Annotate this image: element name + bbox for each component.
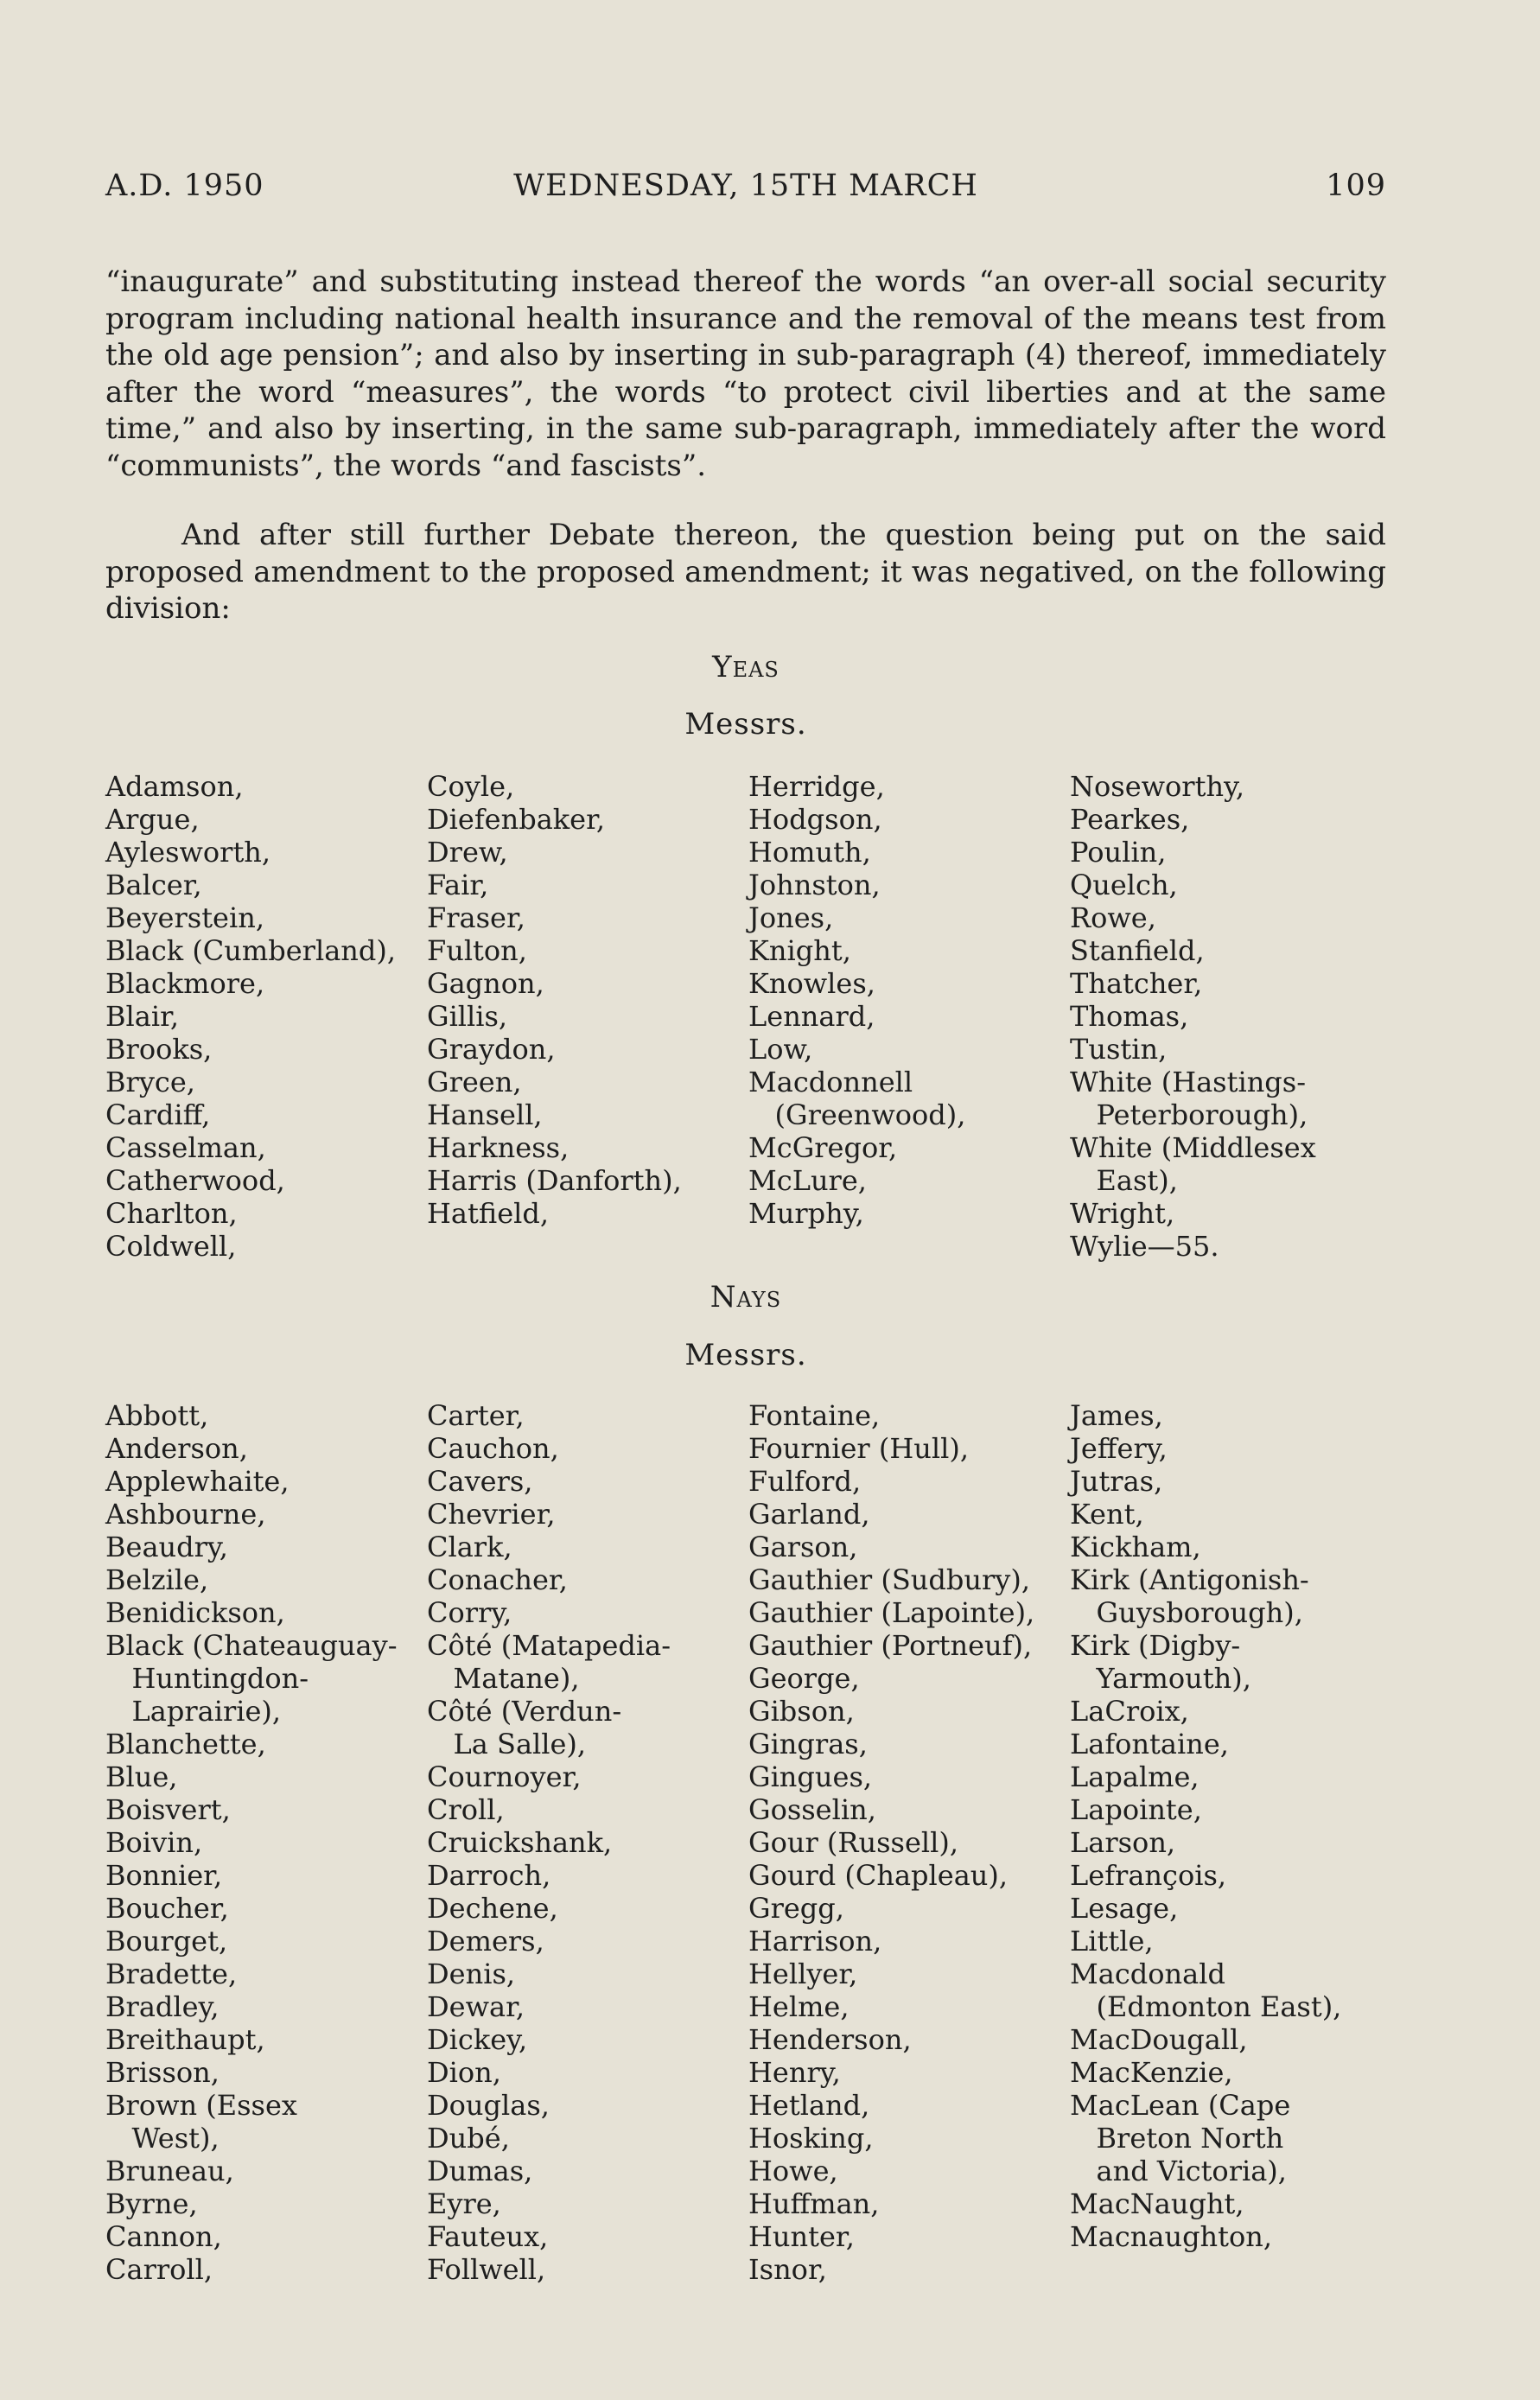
member-name: Catherwood, xyxy=(105,1164,285,1197)
yeas-column-2 xyxy=(427,770,748,1230)
continuation-paragraph: “inaugurate” and substituting instead thereof the words “an over-all social security program including national health insurance and the removal of the means test from the old age pension”; and also by inserting in sub-paragraph (4) thereof, immediately after the word “measures”, the words “to protect civil liberties and at the same time,” and also by inserting, in the same sub-paragraph, immediately after the word “communists”, the words “and fascists”. xyxy=(105,264,1386,483)
member-name: La Salle), xyxy=(427,1728,587,1760)
member-name: Adamson, xyxy=(105,770,244,803)
member-name: Gregg, xyxy=(748,1892,844,1925)
member-name: (Greenwood), xyxy=(748,1098,966,1131)
member-name: Larson, xyxy=(1070,1826,1176,1859)
member-name: Brisson, xyxy=(105,2056,220,2089)
member-name: Fulford, xyxy=(748,1465,862,1498)
member-name: Poulin, xyxy=(1070,836,1167,869)
member-name: Corry, xyxy=(427,1596,512,1629)
member-name: Bradette, xyxy=(105,1958,238,1990)
member-name: Brooks, xyxy=(105,1033,213,1066)
nays-column-3 xyxy=(748,1399,1070,2286)
member-name: Boivin, xyxy=(105,1826,203,1859)
member-name: Bonnier, xyxy=(105,1859,223,1892)
member-name: Denis, xyxy=(427,1958,516,1990)
member-name: Gibson, xyxy=(748,1695,855,1728)
member-name: Huntingdon- xyxy=(105,1662,309,1695)
member-name: Anderson, xyxy=(105,1432,248,1465)
member-name: George, xyxy=(748,1662,860,1695)
member-name: Rowe, xyxy=(1070,901,1156,934)
member-name: Guysborough), xyxy=(1070,1596,1303,1629)
member-name: Blackmore, xyxy=(105,967,265,1000)
page-number: 109 xyxy=(1326,169,1386,203)
member-name: Benidickson, xyxy=(105,1596,285,1629)
yeas-column-4 xyxy=(1070,770,1391,1263)
member-name: Lapalme, xyxy=(1070,1760,1200,1793)
member-name: Henderson, xyxy=(748,2023,912,2056)
member-name: Hatfield, xyxy=(427,1197,550,1230)
member-name: Hetland, xyxy=(748,2089,870,2122)
member-name: McLure, xyxy=(748,1164,867,1197)
member-name: Gourd (Chapleau), xyxy=(748,1859,1009,1892)
member-name: Black (Cumberland), xyxy=(105,934,397,967)
member-name: Belzile, xyxy=(105,1563,209,1596)
running-header xyxy=(105,169,1386,207)
header-date: WEDNESDAY, 15TH MARCH xyxy=(513,169,978,203)
member-name: Abbott, xyxy=(105,1399,209,1432)
member-name: James, xyxy=(1070,1399,1163,1432)
member-name: and Victoria), xyxy=(1070,2155,1287,2187)
member-name: Lafontaine, xyxy=(1070,1728,1229,1760)
member-name: Isnor, xyxy=(748,2253,827,2286)
member-name: Croll, xyxy=(427,1793,505,1826)
member-name: Harris (Danforth), xyxy=(427,1164,682,1197)
yeas-messrs: Messrs. xyxy=(684,707,807,742)
member-name: Laprairie), xyxy=(105,1695,282,1728)
member-name: Macnaughton, xyxy=(1070,2220,1273,2253)
nays-messrs: Messrs. xyxy=(684,1338,807,1372)
member-name: Kirk (Digby- xyxy=(1070,1629,1241,1662)
member-name: Balcer, xyxy=(105,869,202,901)
member-name: Ashbourne, xyxy=(105,1498,266,1531)
member-name: Harkness, xyxy=(427,1131,570,1164)
yeas-column-3 xyxy=(748,770,1070,1230)
member-name: Macdonald xyxy=(1070,1958,1225,1990)
member-name: Yarmouth), xyxy=(1070,1662,1251,1695)
member-name: Carter, xyxy=(427,1399,525,1432)
member-name: Gosselin, xyxy=(748,1793,876,1826)
member-name: Dickey, xyxy=(427,2023,528,2056)
member-name: MacDougall, xyxy=(1070,2023,1248,2056)
member-name: MacNaught, xyxy=(1070,2187,1244,2220)
member-name: Clark, xyxy=(427,1531,512,1563)
member-name: Applewhaite, xyxy=(105,1465,290,1498)
member-name: Bradley, xyxy=(105,1990,220,2023)
member-name: Gauthier (Portneuf), xyxy=(748,1629,1033,1662)
member-name: Douglas, xyxy=(427,2089,550,2122)
member-name: Fauteux, xyxy=(427,2220,549,2253)
member-name: Matane), xyxy=(427,1662,580,1695)
member-name: Howe, xyxy=(748,2155,838,2187)
member-name: Gingras, xyxy=(748,1728,868,1760)
member-name: Garland, xyxy=(748,1498,870,1531)
member-name: Lapointe, xyxy=(1070,1793,1202,1826)
member-name: Lesage, xyxy=(1070,1892,1179,1925)
member-name: Darroch, xyxy=(427,1859,551,1892)
member-name: Cruickshank, xyxy=(427,1826,613,1859)
member-name: Breithaupt, xyxy=(105,2023,265,2056)
member-name: Tustin, xyxy=(1070,1033,1168,1066)
division-intro-paragraph: And after still further Debate thereon, the question being put on the said proposed amendment to the proposed amendment; it was negatived, on the following division: xyxy=(105,518,1386,626)
member-name: Kirk (Antigonish- xyxy=(1070,1563,1309,1596)
member-name: Garson, xyxy=(748,1531,858,1563)
member-name: Aylesworth, xyxy=(105,836,271,869)
member-name: Johnston, xyxy=(748,869,881,901)
member-name: Wright, xyxy=(1070,1197,1175,1230)
member-name: Helme, xyxy=(748,1990,850,2023)
member-name: Brown (Essex xyxy=(105,2089,297,2122)
member-name: Follwell, xyxy=(427,2253,546,2286)
nays-column-1 xyxy=(105,1399,427,2286)
member-name: Lennard, xyxy=(748,1000,875,1033)
member-name: White (Hastings- xyxy=(1070,1066,1307,1098)
member-name: Côté (Matapedia- xyxy=(427,1629,671,1662)
member-name: Pearkes, xyxy=(1070,803,1190,836)
member-name: Bruneau, xyxy=(105,2155,234,2187)
member-name: Cauchon, xyxy=(427,1432,559,1465)
member-name: Cournoyer, xyxy=(427,1760,582,1793)
member-name: Jutras, xyxy=(1070,1465,1163,1498)
member-name: Wylie—55. xyxy=(1070,1230,1219,1263)
member-name: Thatcher, xyxy=(1070,967,1203,1000)
member-name: Cannon, xyxy=(105,2220,222,2253)
member-name: Lefrançois, xyxy=(1070,1859,1227,1892)
member-name: Cardiff, xyxy=(105,1098,211,1131)
member-name: Hodgson, xyxy=(748,803,882,836)
member-name: Blair, xyxy=(105,1000,180,1033)
member-name: Little, xyxy=(1070,1925,1154,1958)
member-name: Macdonnell xyxy=(748,1066,913,1098)
member-name: Gagnon, xyxy=(427,967,544,1000)
member-name: Henry, xyxy=(748,2056,841,2089)
member-name: Hunter, xyxy=(748,2220,855,2253)
member-name: Homuth, xyxy=(748,836,871,869)
member-name: Bourget, xyxy=(105,1925,228,1958)
member-name: Thomas, xyxy=(1070,1000,1189,1033)
member-name: (Edmonton East), xyxy=(1070,1990,1342,2023)
member-name: Kent, xyxy=(1070,1498,1144,1531)
member-name: Fournier (Hull), xyxy=(748,1432,969,1465)
member-name: Fulton, xyxy=(427,934,527,967)
member-name: Argue, xyxy=(105,803,200,836)
member-name: Gour (Russell), xyxy=(748,1826,958,1859)
member-name: Conacher, xyxy=(427,1563,568,1596)
member-name: Murphy, xyxy=(748,1197,864,1230)
member-name: Huffman, xyxy=(748,2187,880,2220)
member-name: White (Middlesex xyxy=(1070,1131,1316,1164)
member-name: Coldwell, xyxy=(105,1230,237,1263)
member-name: Fontaine, xyxy=(748,1399,881,1432)
member-name: Kickham, xyxy=(1070,1531,1201,1563)
member-name: Jones, xyxy=(748,901,834,934)
member-name: Peterborough), xyxy=(1070,1098,1308,1131)
member-name: MacLean (Cape xyxy=(1070,2089,1291,2122)
member-name: Gauthier (Sudbury), xyxy=(748,1563,1030,1596)
member-name: Diefenbaker, xyxy=(427,803,606,836)
member-name: Jeffery, xyxy=(1070,1432,1168,1465)
member-name: Boucher, xyxy=(105,1892,229,1925)
member-name: MacKenzie, xyxy=(1070,2056,1233,2089)
member-name: Beaudry, xyxy=(105,1531,228,1563)
member-name: McGregor, xyxy=(748,1131,898,1164)
member-name: Blue, xyxy=(105,1760,178,1793)
member-name: Gingues, xyxy=(748,1760,873,1793)
member-name: Bryce, xyxy=(105,1066,195,1098)
member-name: Carroll, xyxy=(105,2253,213,2286)
member-name: Boisvert, xyxy=(105,1793,231,1826)
member-name: Harrison, xyxy=(748,1925,882,1958)
member-name: Fair, xyxy=(427,869,489,901)
member-name: East), xyxy=(1070,1164,1178,1197)
nays-column-4 xyxy=(1070,1399,1391,2253)
member-name: Dubé, xyxy=(427,2122,510,2155)
member-name: Charlton, xyxy=(105,1197,238,1230)
member-name: Blanchette, xyxy=(105,1728,266,1760)
member-name: Fraser, xyxy=(427,901,525,934)
header-year: A.D. 1950 xyxy=(105,169,264,203)
member-name: Breton North xyxy=(1070,2122,1284,2155)
member-name: Dion, xyxy=(427,2056,501,2089)
member-name: Cavers, xyxy=(427,1465,533,1498)
nays-column-2 xyxy=(427,1399,748,2286)
member-name: LaCroix, xyxy=(1070,1695,1189,1728)
member-name: West), xyxy=(105,2122,220,2155)
member-name: Graydon, xyxy=(427,1033,556,1066)
member-name: Noseworthy, xyxy=(1070,770,1245,803)
member-name: Black (Chateauguay- xyxy=(105,1629,398,1662)
member-name: Gillis, xyxy=(427,1000,508,1033)
member-name: Dechene, xyxy=(427,1892,558,1925)
yeas-heading: Yeas xyxy=(712,650,780,684)
member-name: Low, xyxy=(748,1033,813,1066)
member-name: Stanfield, xyxy=(1070,934,1205,967)
member-name: Drew, xyxy=(427,836,508,869)
member-name: Dewar, xyxy=(427,1990,525,2023)
member-name: Green, xyxy=(427,1066,522,1098)
member-name: Côté (Verdun- xyxy=(427,1695,622,1728)
member-name: Knowles, xyxy=(748,967,875,1000)
member-name: Hellyer, xyxy=(748,1958,858,1990)
member-name: Demers, xyxy=(427,1925,544,1958)
member-name: Chevrier, xyxy=(427,1498,556,1531)
member-name: Quelch, xyxy=(1070,869,1178,901)
member-name: Byrne, xyxy=(105,2187,198,2220)
member-name: Beyerstein, xyxy=(105,901,264,934)
member-name: Dumas, xyxy=(427,2155,533,2187)
yeas-column-1 xyxy=(105,770,427,1263)
member-name: Herridge, xyxy=(748,770,885,803)
member-name: Knight, xyxy=(748,934,851,967)
member-name: Casselman, xyxy=(105,1131,266,1164)
nays-heading: Nays xyxy=(710,1280,782,1315)
member-name: Hansell, xyxy=(427,1098,543,1131)
member-name: Eyre, xyxy=(427,2187,501,2220)
member-name: Coyle, xyxy=(427,770,515,803)
member-name: Gauthier (Lapointe), xyxy=(748,1596,1035,1629)
member-name: Hosking, xyxy=(748,2122,874,2155)
